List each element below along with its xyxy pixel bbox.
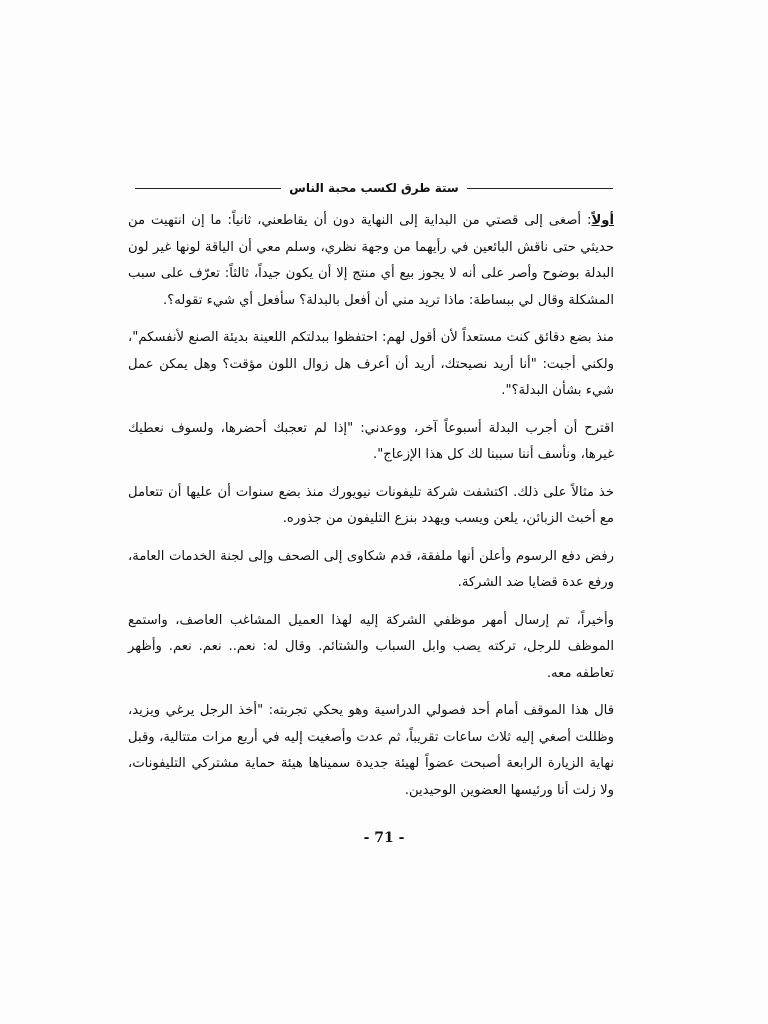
paragraph-2: منذ بضع دقائق كنت مستعداً لأن أقول لهم: احتفظوا ببدلتكم اللعينة بديئة الصنع لأنفسكم"، ولكني أجبت: "أنا أريد نصيحتك، أريد أن أعرف هل زوال اللون مؤقت؟ وهل يمكن عمل شيء بشأن البدلة؟". [128, 330, 614, 398]
header-rule-right [467, 188, 613, 189]
header-rule-left [135, 188, 281, 189]
paragraph-4: خذ مثالاً على ذلك. اكتشفت شركة تليفونات نيويورك منذ بضع سنوات أن عليها أن تتعامل مع أخبث الزبائن، يلعن ويسب ويهدد بنزع التليفون من جذوره. [128, 484, 614, 526]
running-header [135, 176, 613, 200]
paragraph-6: وأخيراً، تم إرسال أمهر موظفي الشركة إليه لهذا العميل المشاغب العاصف، واستمع الموظف للرجل، تركته يصب وابل السباب والشتائم. وقال له: نعم.. نعم. نعم. وأظهر تعاطفه معه. [128, 612, 614, 681]
paragraph-1 [128, 208, 614, 314]
running-header-title: ستة طرق لكسب محبة الناس [289, 181, 459, 195]
paragraph-text: : أصغى إلى قصتي من البداية إلى النهاية دون أن يقاطعني، ثانياً: ما إن انتهيت من حديثي حتى ناقش البائعين في رأيهما من وجهة نظري، وسلم معي أن الياقة لونها غير لون البدلة بوضوح وأصر على أنه لا يجوز بيع أي منتج إلا أن يكون جيداً، ثالثاً: تعرّف على سبب المشكلة وقال لي ببساطة: ماذا تريد مني أن أفعل بالبدلة؟ سأفعل أي شيء تقوله؟. [128, 213, 614, 308]
page-number: - 71 - [363, 830, 405, 846]
body-text [128, 208, 614, 815]
paragraph-lead: أولاً [591, 213, 614, 228]
paragraph-7: قال هذا الموقف أمام أحد فصولي الدراسية وهو يحكي تجربته: "أخذ الرجل يرغي ويزيد، وظللت أصغي إليه ثلاث ساعات تقريباً، ثم عدت وأصغيت إليه في أربع مرات متتالية، وقبل نهاية الزيارة الرابعة أصبحت عضواً لهيئة جديدة سميناها هيئة حماية مشتركي التليفونات، ولا زلت أنا ورئيسها العضوين الوحيدين. [128, 703, 614, 798]
paragraph-3: اقترح أن أجرب البدلة أسبوعاً آخر، ووعدني: "إذا لم تعجبك أحضرها، ولسوف نعطيك غيرها، ونأسف أننا سببنا لك كل هذا الإزعاج". [128, 420, 614, 462]
paragraph-5: رفض دفع الرسوم وأعلن أنها ملفقة، قدم شكاوى إلى الصحف وإلى لجنة الخدمات العامة، ورفع عدة قضايا ضد الشركة. [128, 548, 614, 590]
